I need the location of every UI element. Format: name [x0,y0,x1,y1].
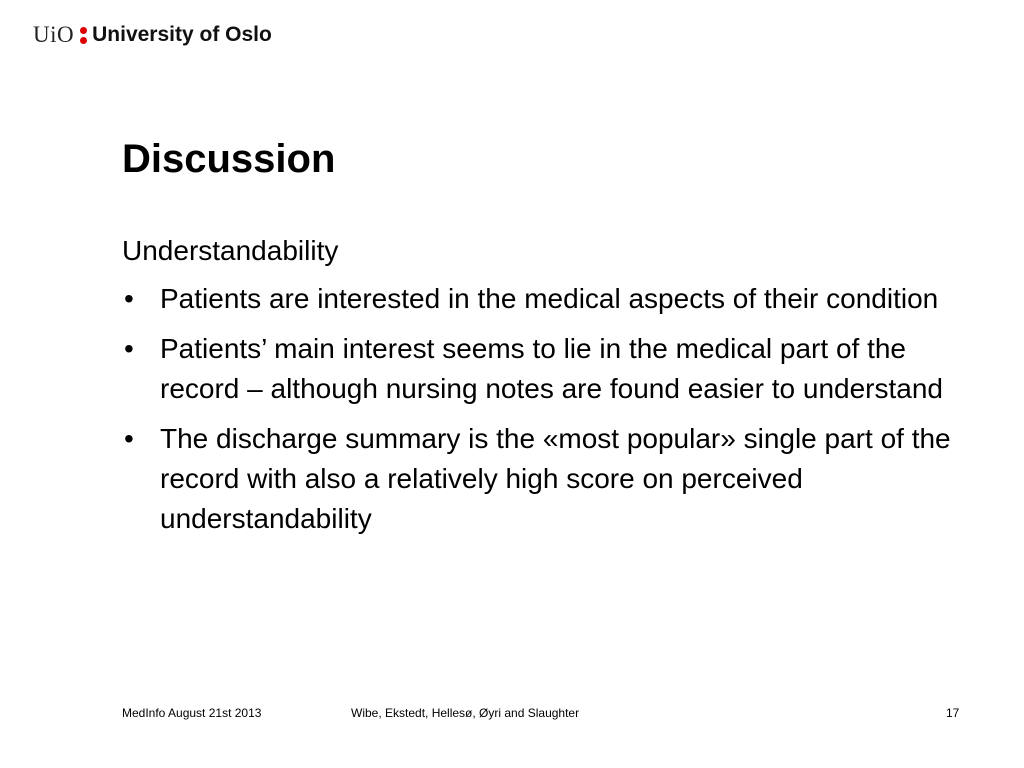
bullet-icon: • [124,333,134,364]
bullet-text: Patients are interested in the medical aspects of their condition [160,283,939,314]
slide-subheading: Understandability [122,235,339,266]
footer-authors: Wibe, Ekstedt, Hellesø, Øyri and Slaughter [351,706,580,720]
bullet-text: Patients’ main interest seems to lie in the medical part of the record – although nursing notes are found easier to understand [160,333,943,404]
bullet-item [122,329,982,409]
logo-dots-icon [80,26,87,44]
footer-page-number: 17 [946,706,960,720]
bullet-item [122,419,982,539]
bullet-icon: • [124,423,134,454]
slide-title: Discussion [122,137,336,181]
footer-event-date: MedInfo August 21st 2013 [122,706,262,720]
bullet-list [122,279,982,539]
university-logo [33,20,272,50]
bullet-item [122,279,982,319]
bullet-text: The discharge summary is the «most popular» single part of the record with also a relatively high score on perceived understandability [160,423,951,534]
bullet-icon: • [124,283,134,314]
slide-body [122,231,982,549]
logo-university-name: University of Oslo [92,23,272,46]
logo-uio-text: UiO [33,22,75,47]
